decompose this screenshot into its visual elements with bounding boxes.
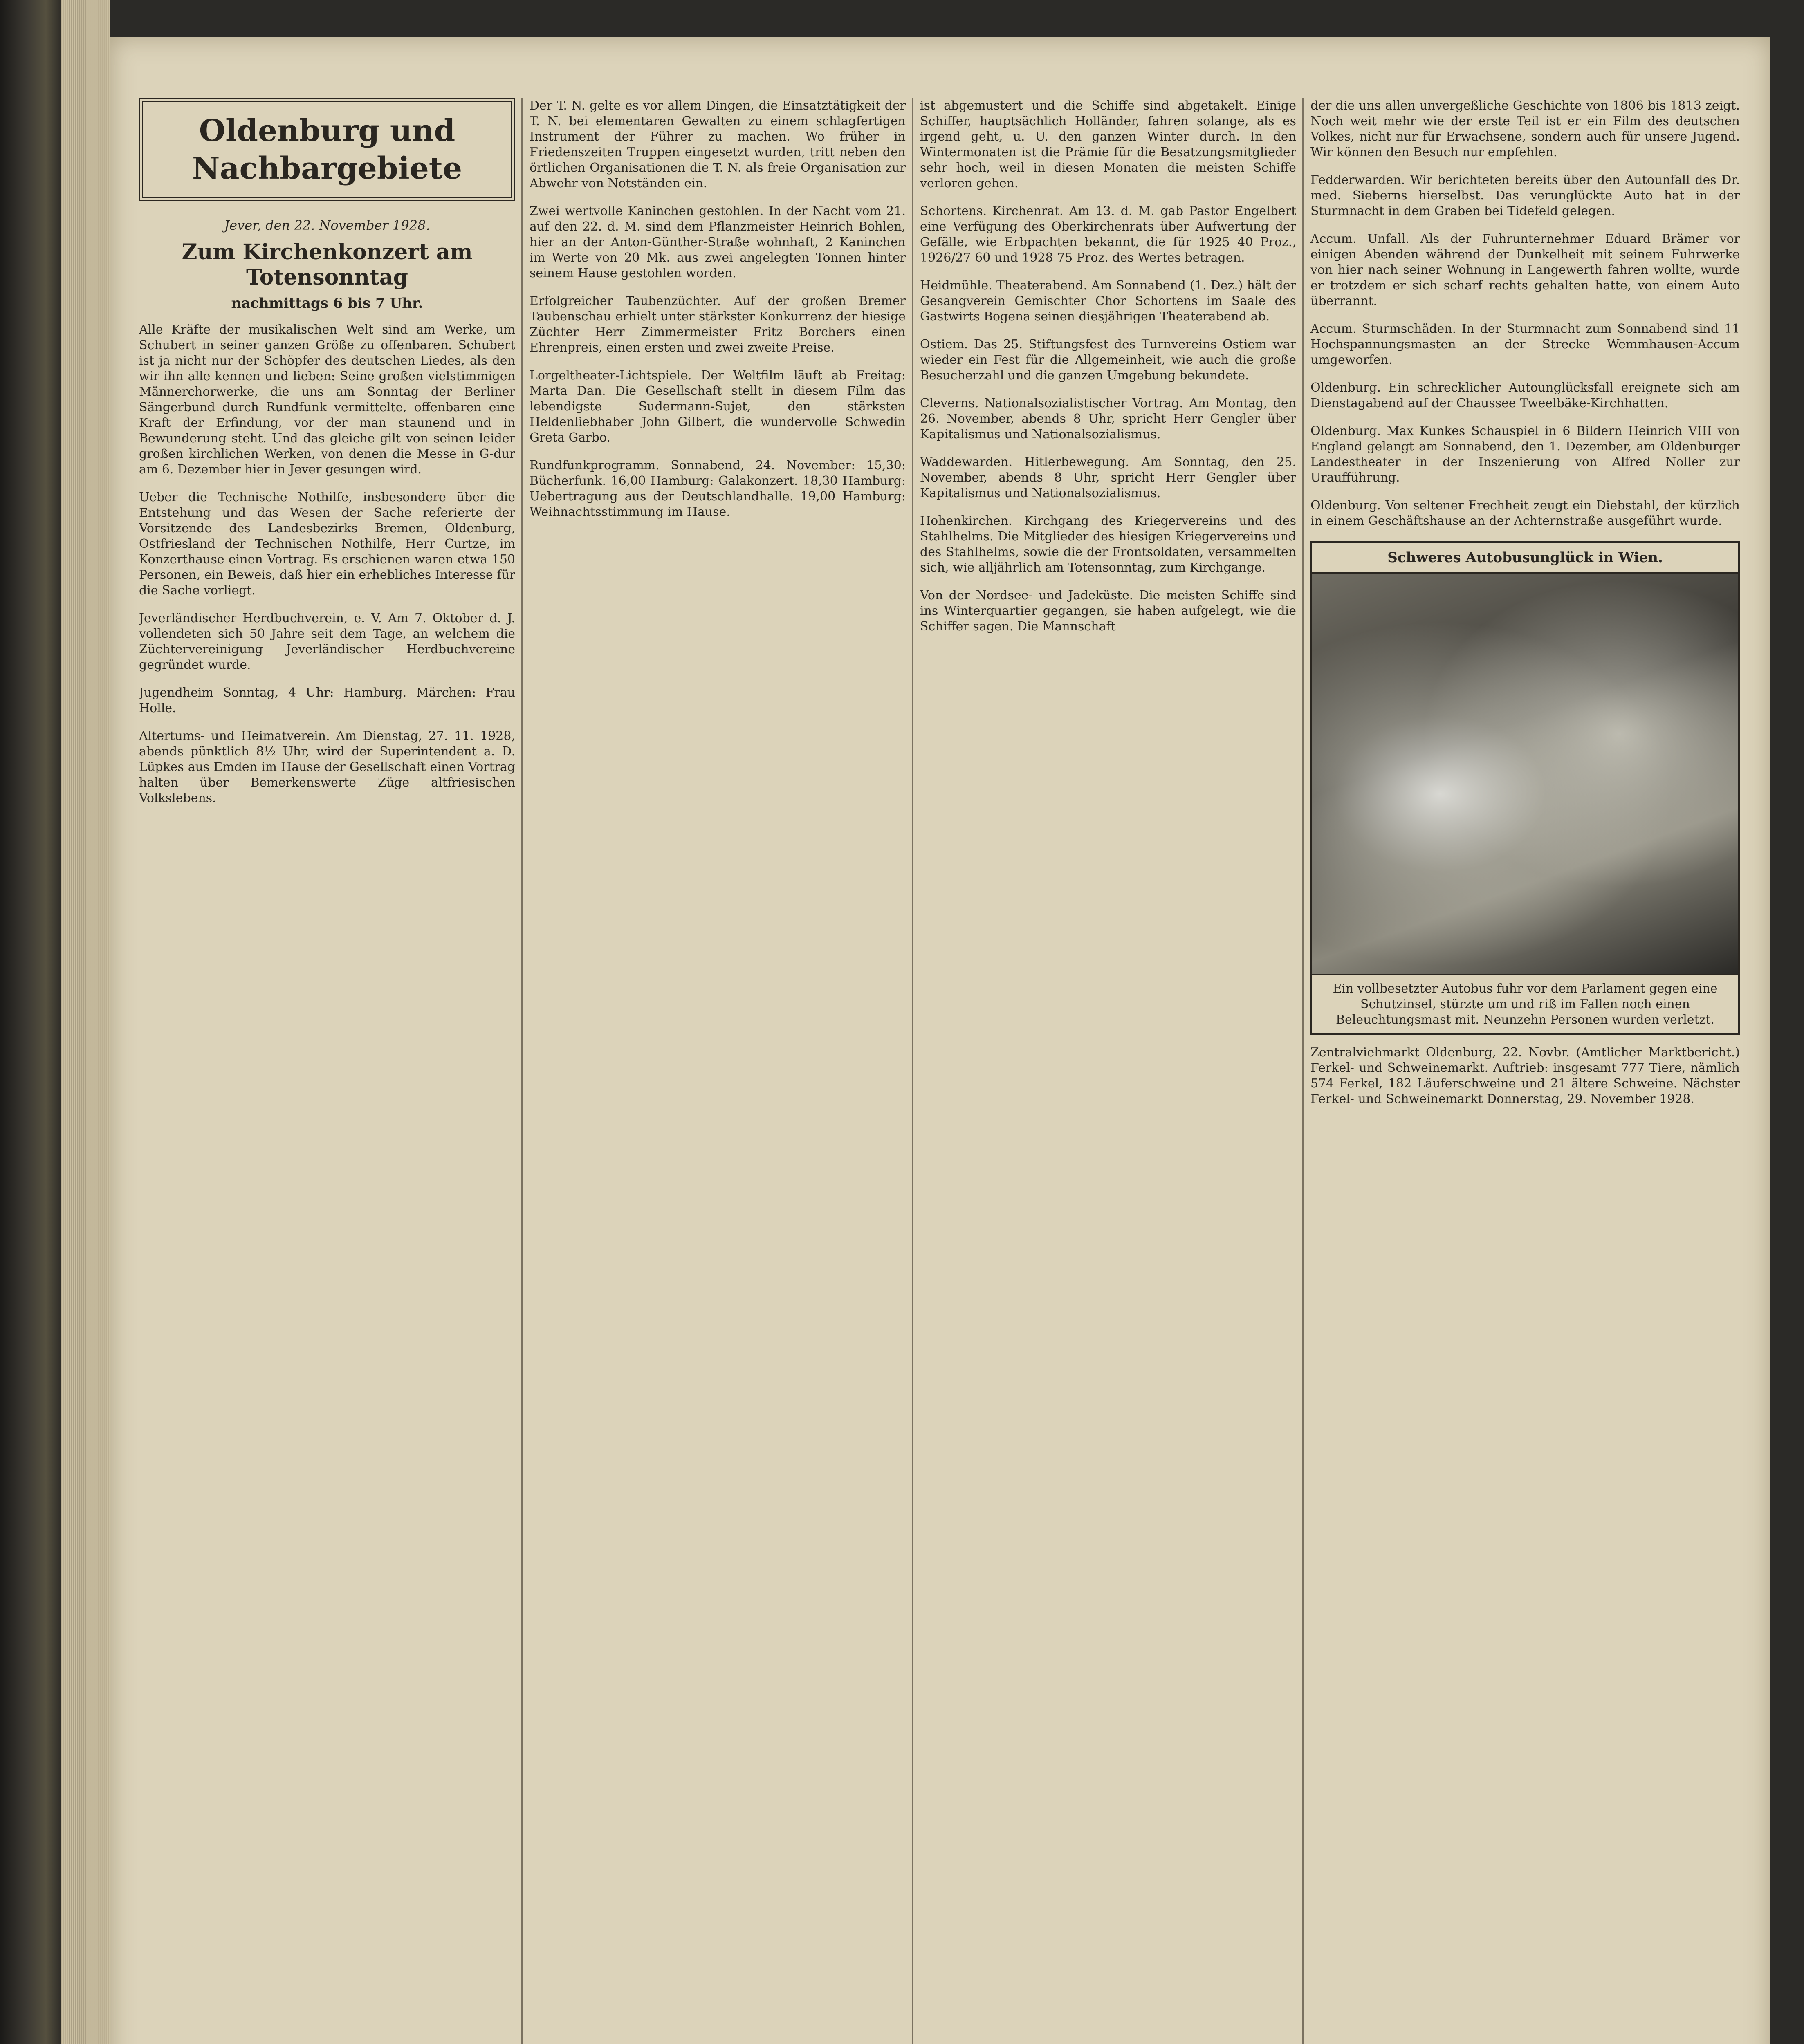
article-col4-3: Accum. Unfall. Als der Fuhrunternehmer Eduard Brämer vor einigen Abenden während der Dunkelheit mit seinem Fuhrwerke von hier nach seiner Wohnung in Langewerth fahren wollte, wurde er trotzdem er sich scharf rechts gehalten hatte, von einem Auto überrannt. <box>1310 232 1740 308</box>
article-col4-5: Oldenburg. Ein schrecklicher Autounglücksfall ereignete sich am Dienstagabend auf der Chaussee Tweelbäke-Kirchhatten. <box>1310 381 1740 410</box>
article-col3-5: Cleverns. Nationalsozialistischer Vortrag. Am Montag, den 26. November, abends 8 Uhr, spricht Herr Gengler über Kapitalismus und Nationalsozialismus. <box>920 396 1296 442</box>
article-col4-2: Fedderwarden. Wir berichteten bereits über den Autounfall des Dr. med. Sieberns hierselbst. Das verunglückte Auto hat in der Sturmnacht in dem Graben bei Tidefeld gelegen. <box>1310 173 1740 218</box>
article-col1-2: Jeverländischer Herdbuchverein, e. V. Am 7. Oktober d. J. vollendeten sich 50 Jahre seit dem Tage, an welchem die Züchtervereinigung Jeverländischer Herdbuchvereine gegründet wurde. <box>139 611 515 672</box>
column-2 <box>530 98 906 2044</box>
article-col3-2: Schortens. Kirchenrat. Am 13. d. M. gab Pastor Engelbert eine Verfügung des Oberkirchenrats über Aufwertung der Gefälle, wie Erbpachten bekannt, die für 1925 40 Proz., 1926/27 60 und 1928 75 Proz. des Wertes betragen. <box>920 204 1296 265</box>
lead-headline: Zum Kirchenkonzert am Totensonntag <box>182 240 473 290</box>
column-rule <box>912 98 913 2044</box>
lead-article-text: Alle Kräfte der musikalischen Welt sind am Werke, um Schubert in seiner ganzen Größe zu offenbaren. Schubert ist ja nicht nur der Schöpfer des deutschen Liedes, als den wir ihn alle kennen und lieben: Seine großen vielstimmigen Männerchorwerke, die uns am Sonntag der Berliner Sängerbund durch Rundfunk vermittelte, offenbaren eine Kraft der Erfindung, vor der man staunend und in Bewunderung steht. Und das gleiche gilt von seinen leider großen kirchlichen Werken, von denen die Messe in G-dur am 6. Dezember hier in Jever gesungen wird. <box>139 323 515 477</box>
article-market-report: Zentralviehmarkt Oldenburg, 22. Novbr. (Amtlicher Marktbericht.) Ferkel- und Schweinemarkt. Auftrieb: insgesamt 777 Tiere, nämlich 574 Ferkel, 182 Läuferschweine und 21 ältere Schweine. Nächster Ferkel- und Schweinemarkt Donnerstag, 29. November 1928. <box>1310 1045 1740 1106</box>
article-col2-3: Erfolgreicher Taubenzüchter. Auf der großen Bremer Taubenschau erhielt unter stärkster Konkurrenz der hiesige Züchter Herr Zimmermeister Fritz Borchers einen Ehrenpreis, einen ersten und zwei zweite Preise. <box>530 294 906 355</box>
article-col4-7: Oldenburg. Von seltener Frechheit zeugt ein Diebstahl, der kürzlich in einem Geschäftshause an der Achternstraße ausgeführt wurde. <box>1310 498 1740 528</box>
article-col2-4: Lorgeltheater-Lichtspiele. Der Weltfilm läuft ab Freitag: Marta Dan. Die Gesellschaft stellt in diesem Film das lebendigste Sudermann-Sujet, den stärksten Heldenliebhaber John Gilbert, die wundervolle Schwedin Greta Garbo. <box>530 368 906 445</box>
article-col3-4: Ostiem. Das 25. Stiftungsfest des Turnvereins Ostiem war wieder ein Fest für die Allgemeinheit, wie auch die große Besucherzahl und die ganzen Umgebung bekundete. <box>920 337 1296 383</box>
article-col1-1: Ueber die Technische Nothilfe, insbesondere über die Entstehung und das Wesen der Sache referierte der Vorsitzende des Landesbezirks Bremen, Oldenburg, Ostfriesland der Technischen Nothilfe, Herr Curtze, im Konzerthause einen Vortrag. Es erschienen waren etwa 150 Personen, ein Beweis, daß hier ein erhebliches Interesse für die Sache vorliegt. <box>139 490 515 598</box>
bus-accident-photo <box>1312 574 1738 974</box>
article-col3-1: ist abgemustert und die Schiffe sind abgetakelt. Einige Schiffer, hauptsächlich Holländer, fahren solange, als es irgend geht, u. U. den ganzen Winter durch. In den Wintermonaten ist die Prämie für die Besatzungsmitglieder sehr hoch, weil in diesen Monaten die meisten Schiffe verloren gehen. <box>920 99 1296 191</box>
article-col1-4: Altertums- und Heimatverein. Am Dienstag, 27. 11. 1928, abends pünktlich 8½ Uhr, wird der Superintendent a. D. Lüpkes aus Emden im Hause der Gesellschaft einen Vortrag halten über Bemerkenswerte Züge altfriesischen Volkslebens. <box>139 729 515 805</box>
article-col2-5: Rundfunkprogramm. Sonnabend, 24. November: 15,30: Bücherfunk. 16,00 Hamburg: Galakonzert. 18,30 Hamburg: Uebertragung aus der Deutschlandhalle. 19,00 Hamburg: Weihnachtsstimmung im Hause. <box>530 458 906 519</box>
lead-dateline: Jever, den 22. November 1928. <box>224 217 430 233</box>
article-col4-4: Accum. Sturmschäden. In der Sturmnacht zum Sonnabend sind 11 Hochspannungsmasten an der Strecke Wemmhausen-Accum umgeworfen. <box>1310 322 1740 367</box>
news-photo-box <box>1310 541 1740 1035</box>
book-binding <box>0 0 61 2044</box>
article-col2-2: Zwei wertvolle Kaninchen gestohlen. In der Nacht vom 21. auf den 22. d. M. sind dem Pflanzmeister Heinrich Bohlen, hier an der Anton-Günther-Straße wohnhaft, 2 Kaninchen im Werte von 20 Mk. aus zwei angelegten Tonnen hinter seinem Hause gestohlen worden. <box>530 204 906 280</box>
photo-caption: Ein vollbesetzter Autobus fuhr vor dem Parlament gegen eine Schutzinsel, stürzte um und riß im Fallen noch einen Beleuchtungsmast mit. Neunzehn Personen wurden verletzt. <box>1312 974 1738 1033</box>
article-col1-3: Jugendheim Sonntag, 4 Uhr: Hamburg. Märchen: Frau Holle. <box>139 686 515 715</box>
column-rule <box>1302 98 1304 2044</box>
article-col3-6: Waddewarden. Hitlerbewegung. Am Sonntag, den 25. November, abends 8 Uhr, spricht Herr Gengler über Kapitalismus und Nationalsozialismus. <box>920 455 1296 500</box>
article-col4-1: der die uns allen unvergeßliche Geschichte von 1806 bis 1813 zeigt. Noch weit mehr wie der erste Teil ist er ein Film des deutschen Volkes, nicht nur für Erwachsene, sondern auch für unsere Jugend. Wir können den Besuch nur empfehlen. <box>1310 99 1740 159</box>
column-rule <box>521 98 523 2044</box>
section-masthead: Oldenburg und Nachbargebiete <box>139 98 515 201</box>
lead-subline: nachmittags 6 bis 7 Uhr. <box>231 295 423 312</box>
article-col3-3: Heidmühle. Theaterabend. Am Sonnabend (1. Dez.) hält der Gesangverein Gemischter Chor Schortens im Saale des Gastwirts Bogena seinen diesjährigen Theaterabend ab. <box>920 278 1296 324</box>
photo-title: Schweres Autobusunglück in Wien. <box>1312 543 1738 574</box>
article-col4-6: Oldenburg. Max Kunkes Schauspiel in 6 Bildern Heinrich VIII von England gelangt am Sonnabend, den 1. Dezember, am Oldenburger Landestheater in der Inszenierung von Alfred Noller zur Uraufführung. <box>1310 424 1740 485</box>
column-4 <box>1310 98 1740 2044</box>
column-3 <box>920 98 1296 2044</box>
column-1 <box>139 98 515 2044</box>
newspaper-page <box>110 37 1770 2044</box>
article-col3-8: Von der Nordsee- und Jadeküste. Die meisten Schiffe sind ins Winterquartier gegangen, sie haben aufgelegt, wie die Schiffer sagen. Die Mannschaft <box>920 588 1296 634</box>
article-col3-7: Hohenkirchen. Kirchgang des Kriegervereins und des Stahlhelms. Die Mitglieder des hiesigen Kriegervereins und des Stahlhelms, sowie die der Frontsoldaten, versammelten sich, wie alljährlich am Totensonntag, zum Kirchgange. <box>920 514 1296 575</box>
article-col2-1: Der T. N. gelte es vor allem Dingen, die Einsatztätigkeit der T. N. bei elementaren Gewalten zu einem schlagfertigen Instrument der Führer zu machen. Wo früher in Friedenszeiten Truppen eingesetzt wurden, tritt neben den örtlichen Organisationen die T. N. als freie Organisation zur Abwehr von Notständen ein. <box>530 99 906 191</box>
page-edges <box>61 0 110 2044</box>
